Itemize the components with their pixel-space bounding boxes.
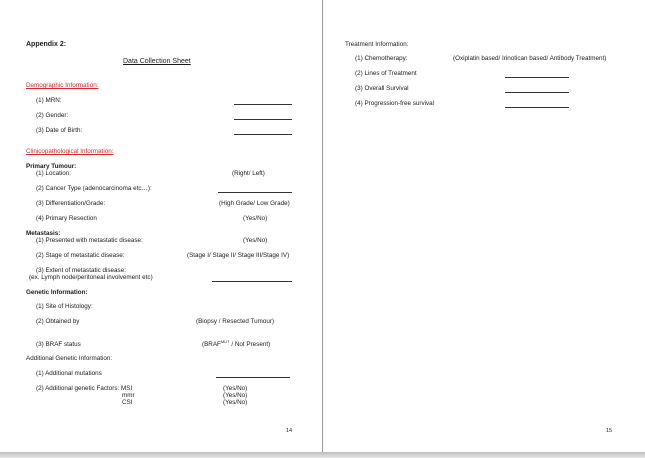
csi-options: (Yes/No) [223, 399, 248, 406]
mmr-label: mmr [122, 392, 135, 399]
presented-label: (1) Presented with metastatic disease: [36, 237, 143, 244]
demographic-heading: Demographic Information: [26, 82, 99, 89]
resection-label: (4) Primary Resection [36, 215, 97, 222]
extent-blank [212, 281, 292, 282]
stage-options: (Stage I/ Stage II/ Stage III/Stage IV) [187, 252, 290, 259]
resection-options: (Yes/No) [243, 215, 268, 222]
additional-heading: Additional Genetic Information: [26, 355, 113, 362]
braf-label: (3) BRAF status [36, 341, 81, 348]
lines-blank [505, 77, 569, 78]
chemo-options: (Oxiplatin based/ Irinotican based/ Antibody Treatment) [453, 55, 607, 62]
obtained-label: (2) Obtained by [36, 318, 80, 325]
stage-label: (2) Stage of metastatic disease: [36, 252, 125, 259]
msi-options: (Yes/No) [223, 385, 248, 392]
mrn-label: (1) MRN: [36, 97, 62, 104]
pfs-label: (4) Progression-free survival [355, 100, 435, 107]
page-14 [0, 0, 322, 452]
site-label: (1) Site of Histology: [36, 303, 93, 310]
treatment-heading: Treatment Information: [345, 41, 409, 48]
factors-label: (2) Additional genetic Factors: MSI [36, 385, 133, 392]
page-number-15: 15 [606, 428, 613, 434]
obtained-options: (Biopsy / Resected Tumour) [196, 318, 275, 325]
dob-label: (3) Date of Birth: [36, 127, 83, 134]
mutations-label: (1) Additional mutations [36, 370, 102, 377]
lines-label: (2) Lines of Treatment [355, 70, 417, 77]
gender-label: (2) Gender: [36, 112, 69, 119]
metastasis-heading: Metastasis: [26, 230, 61, 237]
cancer-type-label: (2) Cancer Type (adenocarcinoma etc…): [36, 185, 152, 192]
dob-blank [234, 134, 292, 135]
extent-example: (ex. Lymph node/peritoneal involvement etc) [29, 274, 153, 281]
grade-options: (High Grade/ Low Grade) [219, 200, 290, 207]
mmr-options: (Yes/No) [223, 392, 248, 399]
location-options: (Right/ Left) [232, 170, 265, 177]
extent-label: (3) Extent of metastatic disease: [36, 267, 126, 274]
spread-bottom-edge [0, 452, 645, 458]
primary-tumour-heading: Primary Tumour: [26, 163, 77, 170]
braf-options: ($BRAF^{MUT}$ / Not Present) [202, 338, 271, 348]
appendix-title: Appendix 2: [26, 41, 67, 48]
sheet-title: Data Collection Sheet [123, 58, 191, 65]
os-label: (3) Overall Survival [355, 85, 409, 92]
mrn-blank [234, 104, 292, 105]
location-label: (1) Location: [36, 170, 72, 177]
genetic-heading: Genetic Information: [26, 289, 88, 296]
clinico-heading: Clinicopathological Information: [26, 148, 114, 155]
presented-options: (Yes/No) [243, 237, 268, 244]
page-15 [323, 0, 645, 452]
os-blank [505, 92, 569, 93]
csi-label: CSI [122, 399, 133, 406]
mutations-blank [216, 377, 290, 378]
pfs-blank [505, 107, 569, 108]
grade-label: (3) Differentiation/Grade: [36, 200, 106, 207]
chemo-label: (1) Chemotherapy: [355, 55, 408, 62]
gender-blank [234, 119, 292, 120]
page-number-14: 14 [286, 428, 293, 434]
cancer-type-blank [218, 192, 292, 193]
